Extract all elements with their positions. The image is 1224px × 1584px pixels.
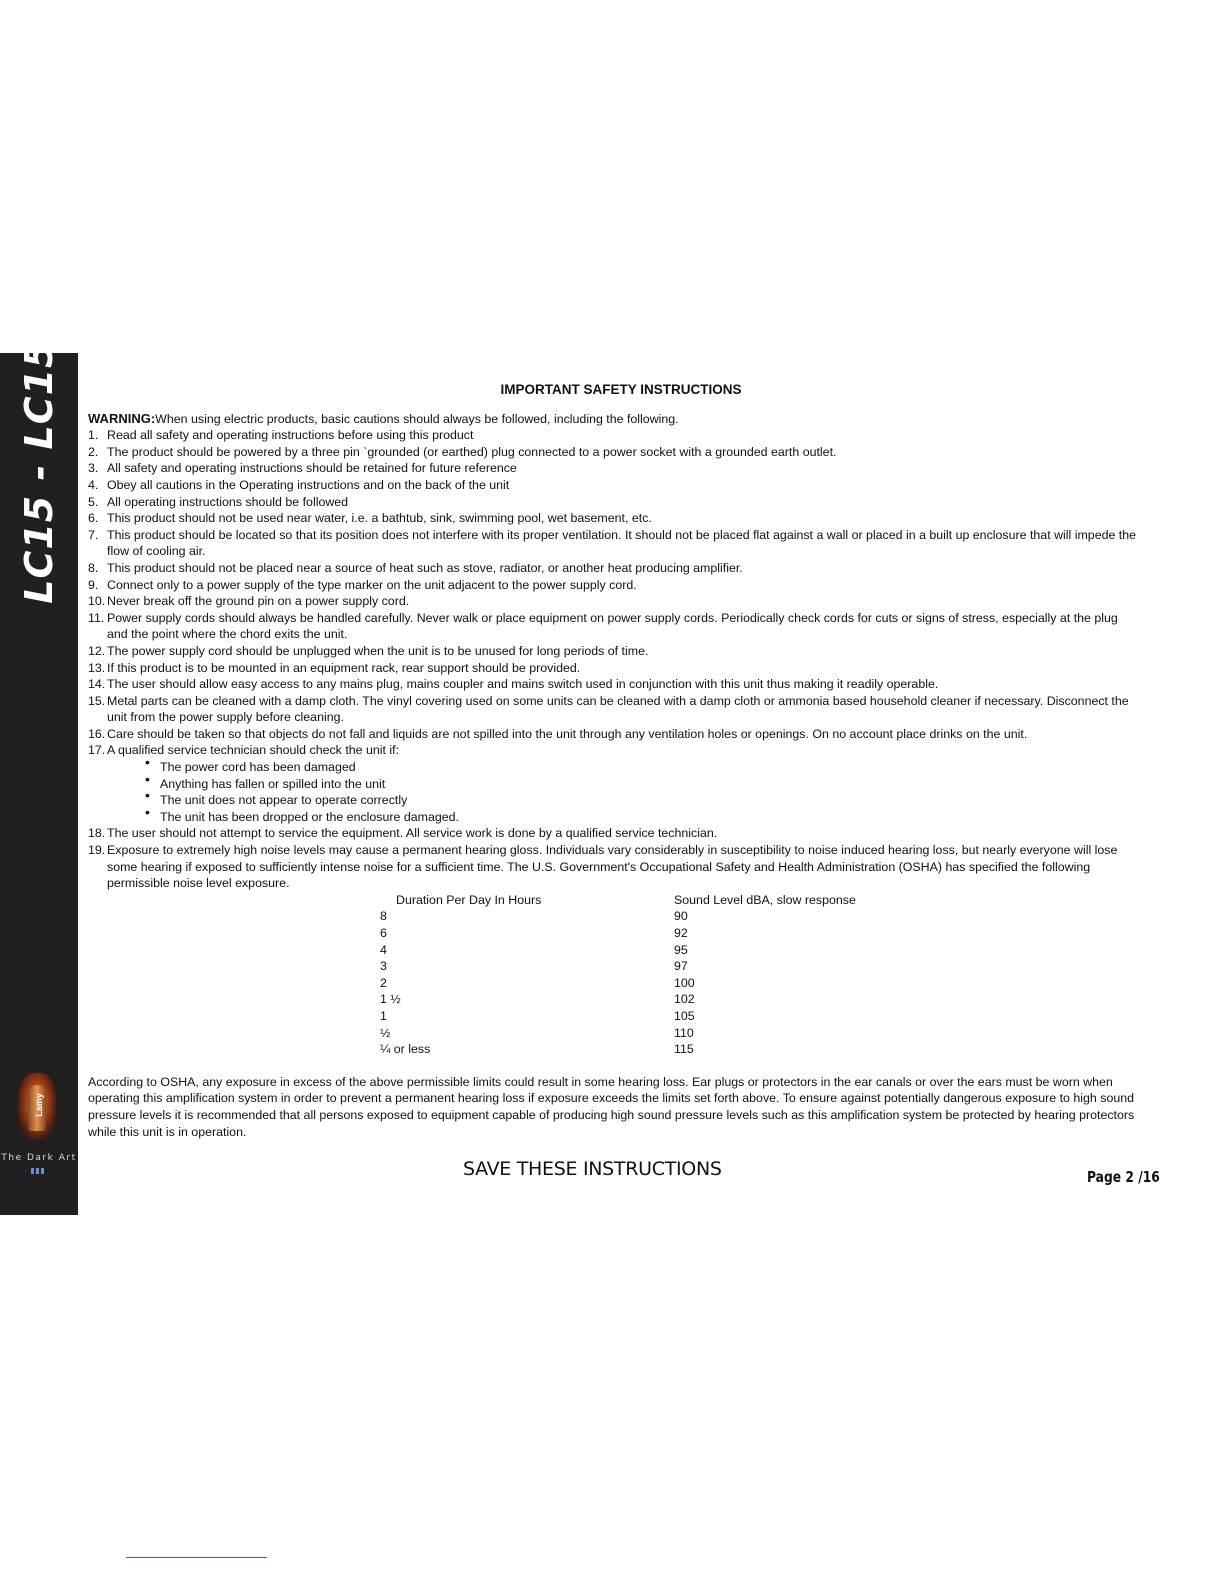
duration-cell: 1 [380,1008,387,1023]
table-row [380,991,856,1008]
item-number: 3. [88,461,99,476]
list-item [88,610,1138,643]
item-number: 8. [88,560,99,575]
table-row [380,942,856,959]
list-item [88,842,1138,892]
duration-header: Duration Per Day In Hours [396,892,542,907]
item-number: 11. [88,610,105,625]
item-text: Read all safety and operating instructions before using this product [107,428,474,443]
table-row [380,1025,856,1042]
sidebar [0,310,78,1215]
list-item [88,527,1138,560]
logo-bars-icon [31,1168,44,1174]
list-item [88,676,1138,693]
list-item [88,460,1138,477]
item-text: The product should be powered by a three pin `grounded (or earthed) plug connected to a power socket with a grounded earth outlet. [107,444,837,459]
item-text: Power supply cords should always be handled carefully. Never walk or place equipment on power supply cords. Periodically check cords for cuts or signs of stress, especially at the plug and the point where the chord exits the unit. [107,610,1118,642]
list-item [88,742,1138,759]
item-number: 14. [88,677,106,692]
item-text: Care should be taken so that objects do not fall and liquids are not spilled into the unit through any ventilation holes or openings. On no account place drinks on the unit. [107,726,1028,741]
table-row [380,1008,856,1025]
bullet-item: • Anything has fallen or spilled into the unit [141,776,1138,793]
warning-paragraph [88,411,1138,428]
bullet-item: • The unit has been dropped or the enclosure damaged. [141,809,1138,826]
list-item [88,494,1138,511]
sound-level-header: Sound Level dBA, slow response [674,892,856,907]
list-item [88,510,1138,527]
list-item [88,477,1138,494]
item-number: 19. [88,843,106,858]
item-number: 13. [88,660,106,675]
item-number: 18. [88,826,106,841]
item-text: Exposure to extremely high noise levels may cause a permanent hearing gloss. Individuals vary considerably in susceptibility to noise induced hearing loss, but nearly everyone will lose some hearing if exposed to sufficiently intense noise for a sufficient time. The U.S. Government's Occupational Safety and Health Administration (OSHA) has specified the following permissible noise level exposure. [107,843,1118,891]
list-item [88,593,1138,610]
item-number: 15. [88,693,106,708]
list-item [88,693,1138,726]
item-text: This product should be located so that its position does not interfere with its proper ventilation. It should not be placed flat against a wall or placed in a built up enclosure that will impede the flow of cooling air. [107,527,1137,559]
duration-cell: 6 [380,926,387,940]
item-text: The power supply cord should be unplugged when the unit is to be unused for long periods of time. [107,643,649,658]
footer-rule [126,1557,267,1558]
item-text: All operating instructions should be followed [107,494,349,509]
sound-level-cell: 90 [674,909,688,924]
item-text: Never break off the ground pin on a power supply cord. [107,594,410,609]
list-item [88,577,1138,594]
table-row [380,958,856,975]
duration-cell: ½ [380,1025,391,1040]
item-text: The user should allow easy access to any mains plug, mains coupler and mains switch used in conjunction with this unit thus making it readily operable. [107,677,939,692]
item-number: 9. [88,577,99,592]
list-item [88,660,1138,677]
document-body [88,382,1138,1140]
instruction-list [88,427,1138,759]
save-instructions-title: SAVE THESE INSTRUCTIONS [463,1158,722,1180]
sound-level-cell: 102 [674,992,695,1007]
item-number: 7. [88,527,99,542]
list-item [88,726,1138,743]
item-text: All safety and operating instructions should be retained for future reference [107,461,517,476]
list-item [88,427,1138,444]
sound-level-cell: 115 [674,1042,694,1057]
sound-level-cell: 100 [674,975,695,990]
item-number: 5. [88,494,99,509]
item-number: 10. [88,594,106,609]
warning-text: When using electric products, basic cautions should always be followed, including the following. [155,411,679,426]
list-item [88,560,1138,577]
item-text: This product should not be used near water, i.e. a bathtub, sink, swimming pool, wet basement, etc. [107,511,652,526]
page-title: IMPORTANT SAFETY INSTRUCTIONS [500,382,742,397]
logo-label: Lamy [34,1093,44,1117]
osha-paragraph: According to OSHA, any exposure in excess of the above permissible limits could result in some hearing loss. Ear plugs or protectors in the ear canals or over the ears must be worn when operating this amplification system in order to prevent a permanent hearing loss if exposure exceeds the limits set forth above. To ensure against potentially dangerous exposure to high sound pressure levels it is recommended that all persons exposed to equipment capable of producing high sound pressure levels such as this amplification system be protected by hearing protectors while this unit is in operation. [88,1074,1135,1139]
table-row [380,908,856,925]
duration-cell: 3 [380,959,387,974]
service-conditions-list [88,759,1138,825]
item-number: 17. [88,743,106,758]
noise-exposure-table [380,892,856,1058]
bullet-item: • The unit does not appear to operate correctly [141,792,1138,809]
item-text: Connect only to a power supply of the type marker on the unit adjacent to the power supply cord. [107,577,637,592]
item-text: Metal parts can be cleaned with a damp cloth. The vinyl covering used on some units can be cleaned with a damp cloth or ammonia based household cleaner if necessary. Disconnect the unit from the power supply before cleaning. [107,693,1129,725]
list-item [88,444,1138,461]
bullet-item: • The power cord has been damaged [141,759,1138,776]
item-number: 12. [88,643,106,658]
item-text: If this product is to be mounted in an equipment rack, rear support should be provided. [107,660,581,675]
duration-cell: ¼ or less [380,1042,431,1057]
item-text: Obey all cautions in the Operating instructions and on the back of the unit [107,477,510,492]
item-text: The user should not attempt to service the equipment. All service work is done by a qualified service technician. [107,826,718,841]
sound-level-cell: 97 [674,959,688,974]
item-number: 16. [88,726,106,741]
list-item [88,825,1138,842]
instruction-list-continued [88,825,1138,891]
table-header-row [380,892,856,909]
page-number: Page 2 /16 [1087,1168,1160,1186]
model-title: LC15 - LC15R [17,310,61,604]
logo-tagline: The Dark Art [1,1153,77,1163]
duration-cell: 1 ½ [380,992,401,1007]
warning-label: WARNING: [88,410,156,426]
sound-level-cell: 110 [674,1025,694,1040]
item-number: 4. [88,477,99,492]
sound-level-cell: 95 [674,942,688,957]
item-text: This product should not be placed near a source of heat such as stove, radiator, or another heat producing amplifier. [107,560,743,575]
sound-level-cell: 92 [674,926,688,940]
duration-cell: 8 [380,909,387,924]
table-row [380,975,856,992]
item-number: 1. [88,428,99,443]
item-number: 2. [88,444,99,459]
duration-cell: 2 [380,975,387,990]
item-number: 6. [88,511,99,526]
table-row [380,925,856,942]
table-row [380,1041,856,1058]
duration-cell: 4 [380,942,387,957]
item-text: A qualified service technician should check the unit if: [107,743,400,758]
list-item [88,643,1138,660]
sound-level-cell: 105 [674,1008,695,1023]
